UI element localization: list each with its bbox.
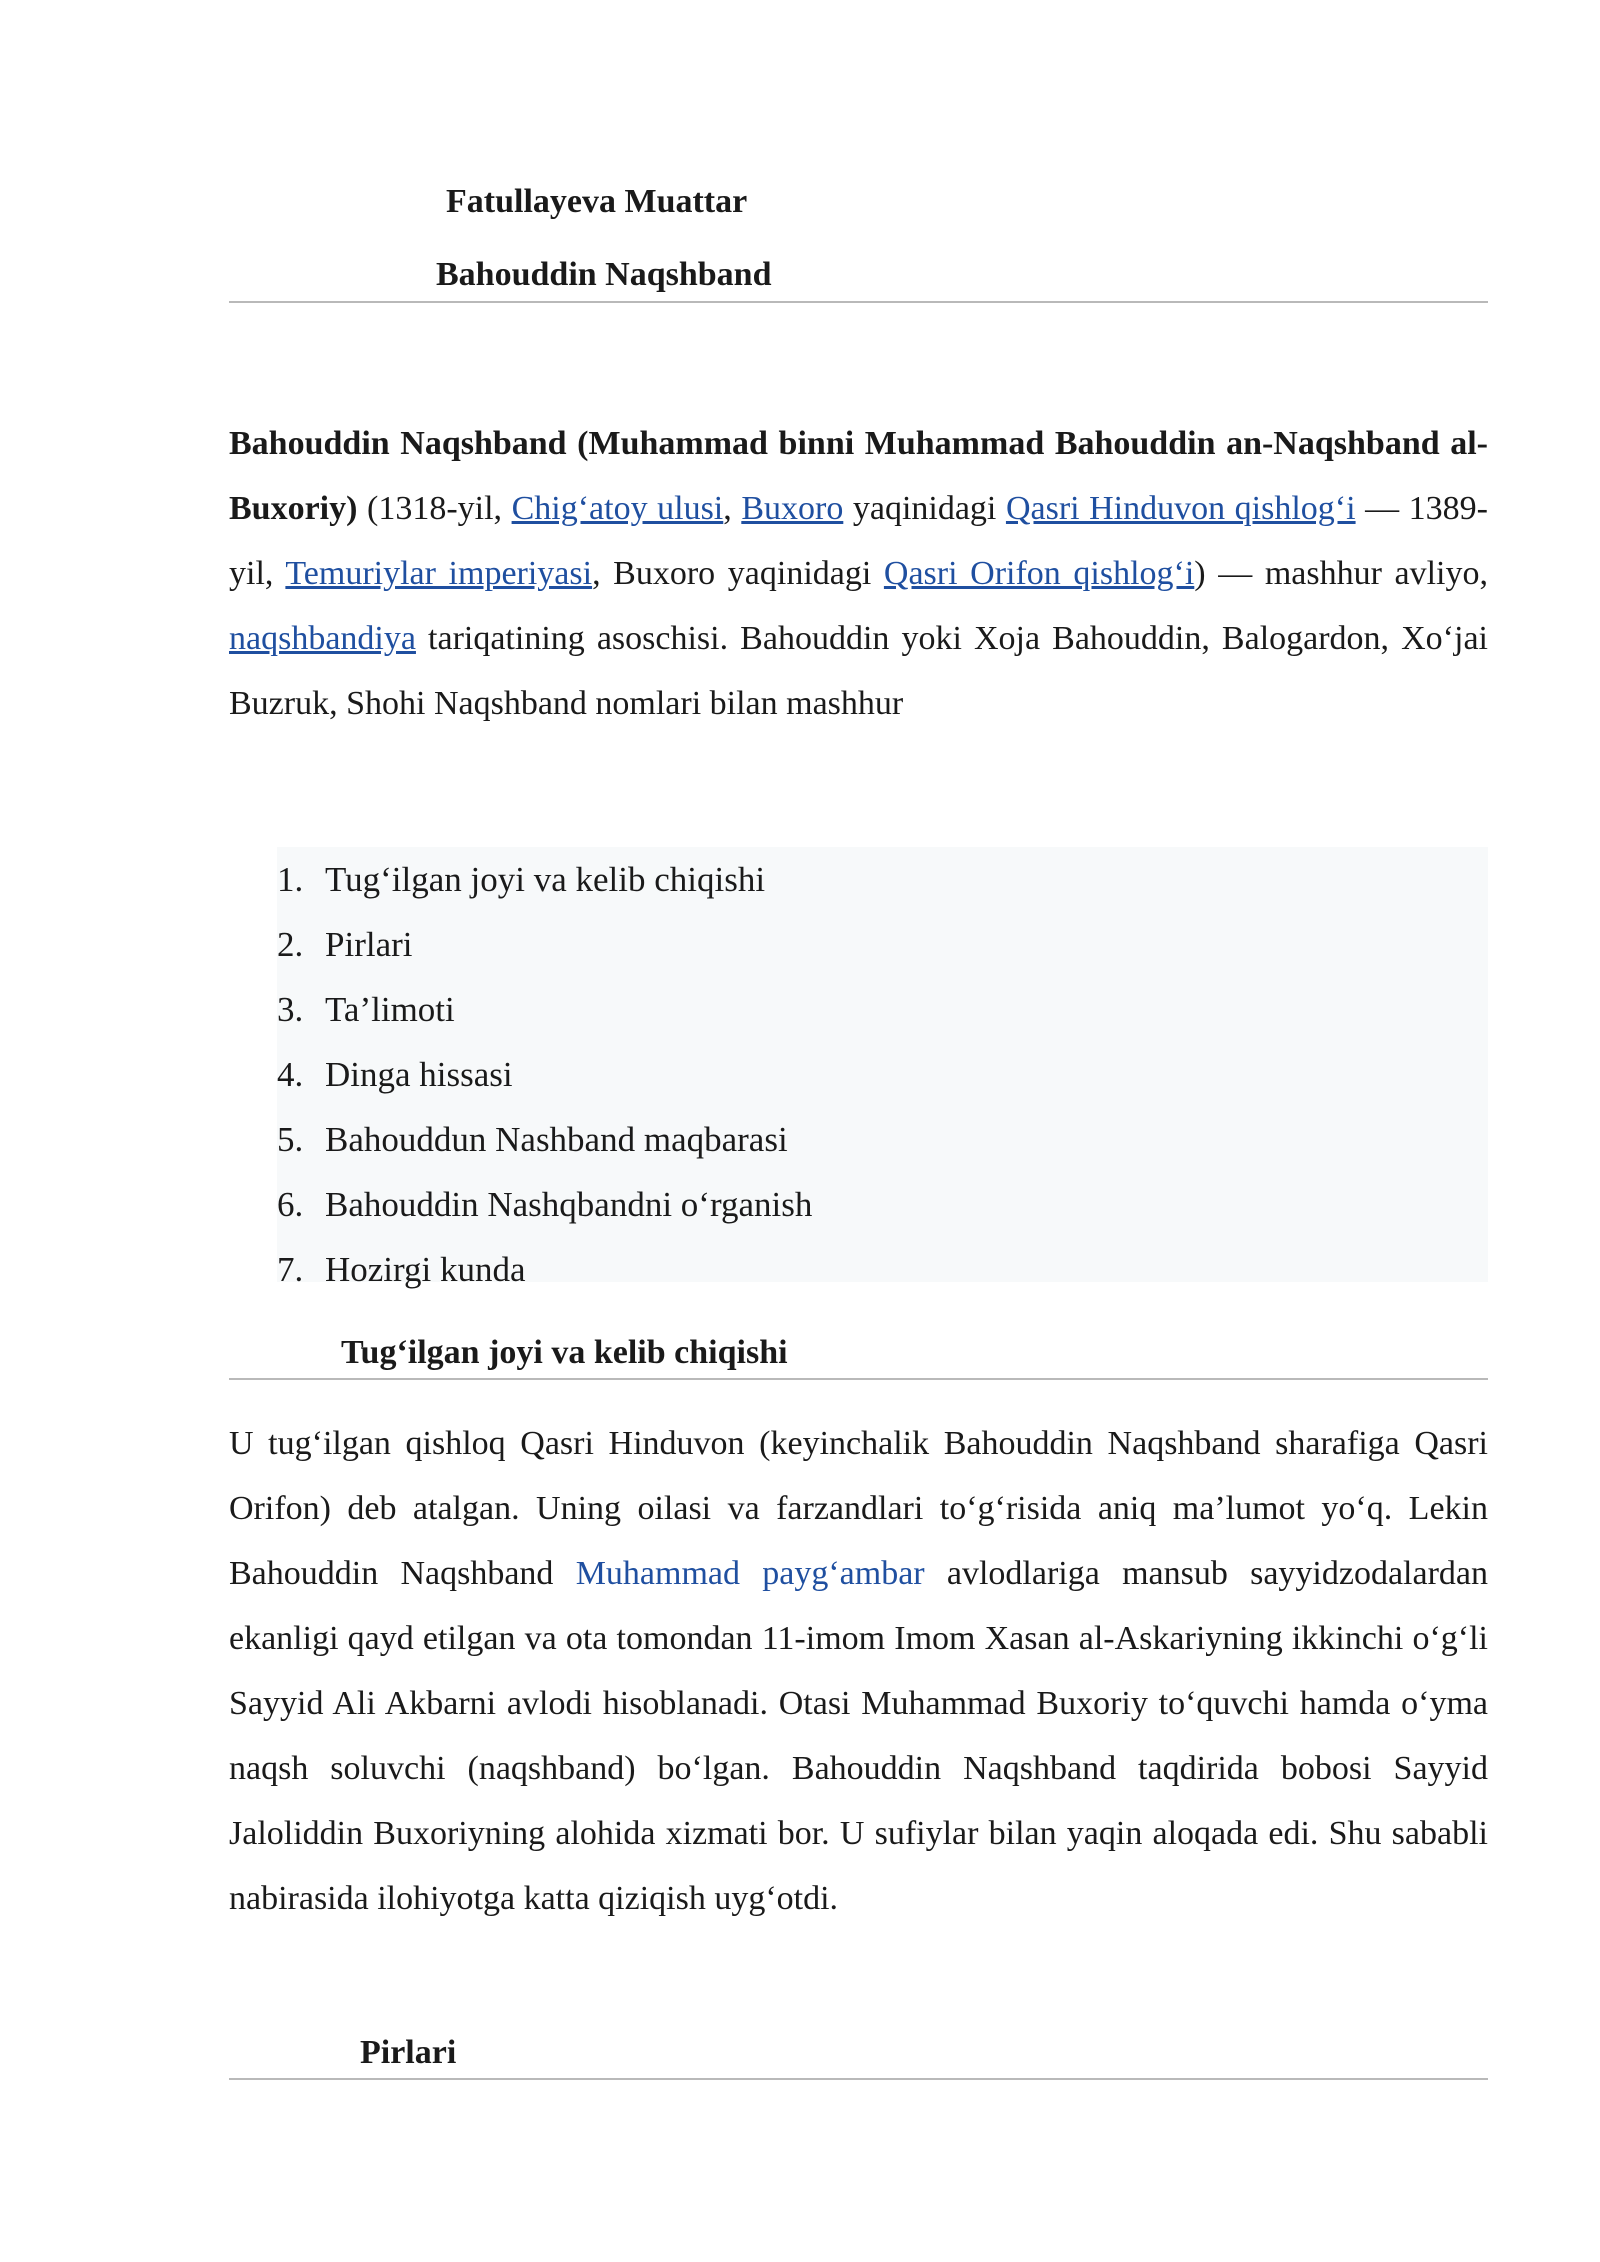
toc-item[interactable] xyxy=(277,1172,1488,1237)
intro-text: tariqatining asoschisi. Bahouddin yoki Xoja Bahouddin, Balogardon, Xo‘jai Buzruk, Shohi Naqshband nomlari bilan mashhur xyxy=(229,620,1488,722)
intro-text: — 1389-yil, xyxy=(229,490,1488,592)
toc-item-label: Pirlari xyxy=(325,925,413,964)
title-divider xyxy=(229,301,1488,303)
link-qasri-orifon[interactable]: Qasri Orifon qishlog‘i xyxy=(883,555,1195,592)
link-muhammad-paygambar[interactable]: Muhammad payg‘ambar xyxy=(575,1555,925,1592)
intro-text: , xyxy=(723,490,742,527)
toc-item-label: Bahouddun Nashband maqbarasi xyxy=(325,1120,788,1159)
table-of-contents xyxy=(277,847,1488,1289)
link-buxoro[interactable]: Buxoro xyxy=(741,490,844,527)
intro-text: yaqinidagi xyxy=(843,490,1006,527)
toc-item[interactable] xyxy=(277,1107,1488,1172)
link-qasri-hinduvon[interactable]: Qasri Hinduvon qishlog‘i xyxy=(1005,490,1356,527)
section-heading-birthplace: Tug‘ilgan joyi va kelib chiqishi xyxy=(341,1334,788,1371)
toc-item[interactable] xyxy=(277,977,1488,1042)
toc-item-label: Dinga hissasi xyxy=(325,1055,513,1094)
section-divider xyxy=(229,2078,1488,2080)
intro-text: (1318-yil, xyxy=(357,490,512,527)
toc-item-number: 6. xyxy=(277,1185,304,1224)
toc-item[interactable] xyxy=(277,847,1488,912)
toc-item[interactable] xyxy=(277,1042,1488,1107)
section-divider xyxy=(229,1378,1488,1380)
toc-item-number: 2. xyxy=(277,925,304,964)
toc-item-number: 3. xyxy=(277,990,304,1029)
paragraph-text: avlodlariga mansub sayyidzodalardan ekanligi qayd etilgan va ota tomondan 11-imom Imom Xasan al-Askariyning ikkinchi o‘g‘li Sayyid Ali Akbarni avlodi hisoblanadi. Otasi Muhammad Buxoriy to‘quvchi hamda o‘yma naqsh soluvchi (naqshband) bo‘lgan. Bahouddin Naqshband taqdirida bobosi Sayyid Jaloliddin Buxoriyning alohida xizmati bor. U sufiylar bilan yaqin aloqada edi. Shu sababli nabirasida ilohiyotga katta qiziqish uyg‘otdi. xyxy=(229,1555,1489,1917)
intro-paragraph xyxy=(229,411,1488,736)
section-heading-pirlari: Pirlari xyxy=(360,2034,457,2071)
toc-item-number: 5. xyxy=(277,1120,304,1159)
link-chigatoy-ulusi[interactable]: Chig‘atoy ulusi xyxy=(511,490,724,527)
paragraph-text: U tug‘ilgan qishloq Qasri Hinduvon (keyinchalik Bahouddin Naqshband sharafiga Qasri Orifon) deb atalgan. Uning oilasi va farzandlari to‘g‘risida aniq ma’lumot yo‘q. Lekin Bahouddin Naqshband xyxy=(229,1425,1488,1592)
toc-item-number: 1. xyxy=(277,860,304,899)
toc-item[interactable] xyxy=(277,1237,1488,1302)
intro-text: ) — mashhur avliyo, xyxy=(1194,555,1488,592)
birthplace-paragraph xyxy=(229,1411,1488,1931)
document-title: Bahouddin Naqshband xyxy=(436,256,772,293)
toc-item-label: Hozirgi kunda xyxy=(325,1250,526,1289)
intro-text: , Buxoro yaqinidagi xyxy=(592,555,884,592)
toc-item-number: 4. xyxy=(277,1055,304,1094)
author-name: Fatullayeva Muattar xyxy=(446,183,748,220)
intro-bold-name: Bahouddin Naqshband (Muhammad binni Muhammad Bahouddin an-Naqshband al-Buxoriy) xyxy=(229,425,1488,527)
toc-item-label: Tug‘ilgan joyi va kelib chiqishi xyxy=(325,860,766,899)
toc-item[interactable] xyxy=(277,912,1488,977)
toc-item-label: Bahouddin Nashqbandni o‘rganish xyxy=(325,1185,813,1224)
toc-item-number: 7. xyxy=(277,1250,304,1289)
link-naqshbandiya[interactable]: naqshbandiya xyxy=(229,620,416,657)
toc-item-label: Ta’limoti xyxy=(325,990,455,1029)
link-temuriylar-imperiyasi[interactable]: Temuriylar imperiyasi xyxy=(285,555,593,592)
